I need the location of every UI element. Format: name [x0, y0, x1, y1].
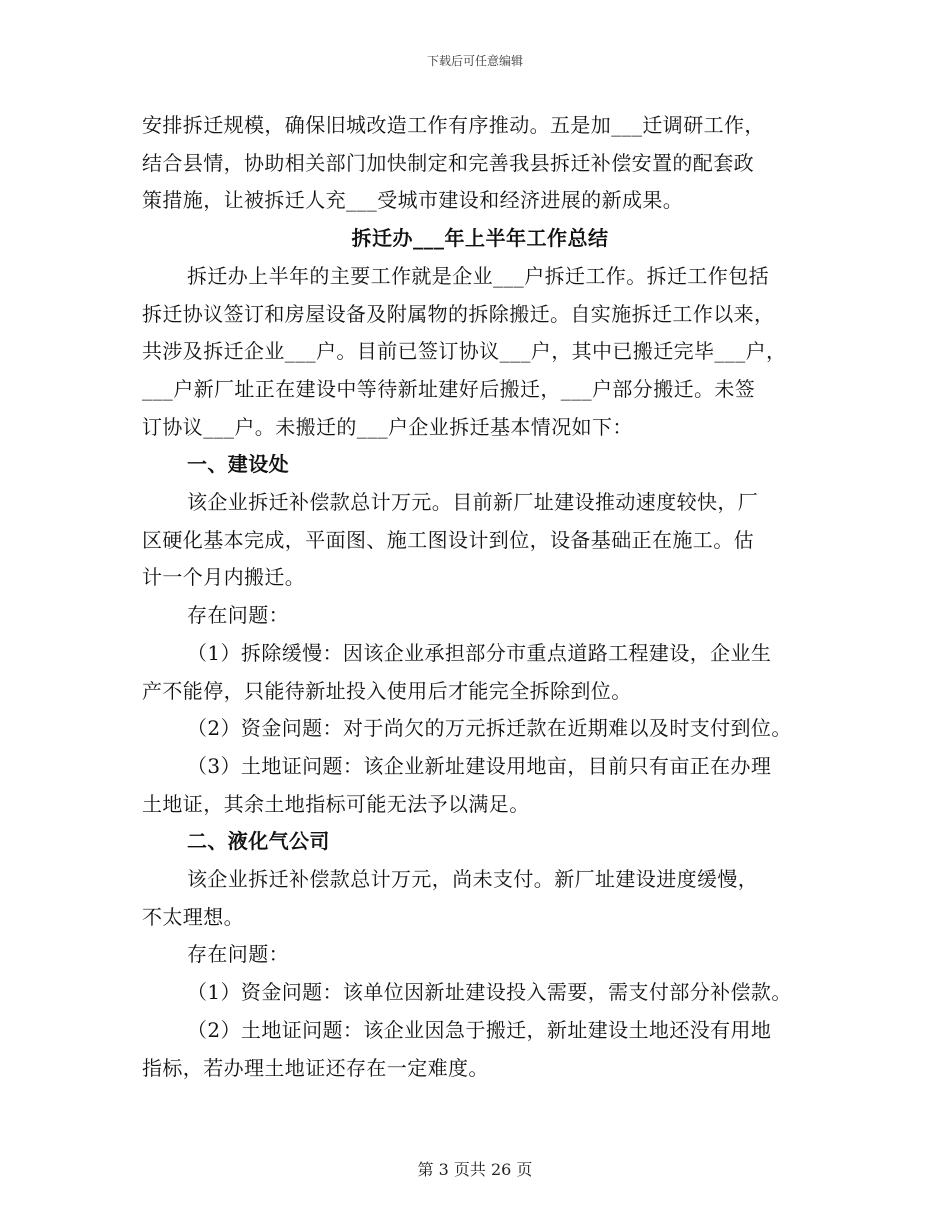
body-line: 不太理想。	[142, 904, 244, 929]
body-line: （1）资金问题：该单位因新址建设投入需要，需支付部分补偿款。	[187, 980, 792, 1005]
body-line: 该企业拆迁补偿款总计万元。目前新厂址建设推动速度较快，厂	[187, 490, 759, 515]
body-line: 订协议___户。未搬迁的___户企业拆迁基本情况如下：	[142, 414, 633, 439]
body-line: 拆迁办上半年的主要工作就是企业___户拆迁工作。拆迁工作包括	[187, 263, 769, 288]
section-title: 拆迁办___年上半年工作总结	[351, 226, 609, 251]
body-line: 安排拆迁规模，确保旧城改造工作有序推动。五是加___迁调研工作，	[142, 113, 765, 137]
page-header: 下载后可任意编辑	[426, 54, 523, 68]
body-line: 区硬化基本完成，平面图、施工图设计到位，设备基础正在施工。估	[142, 527, 754, 552]
subsection-heading: 一、建设处	[187, 452, 289, 477]
body-line: （2）资金问题：对于尚欠的万元拆迁款在近期难以及时支付到位。	[187, 716, 792, 741]
body-line: 产不能停，只能待新址投入使用后才能完全拆除到位。	[142, 678, 632, 703]
body-line: ___户新厂址正在建设中等待新址建好后搬迁，___户部分搬迁。未签	[142, 376, 756, 401]
body-line: 存在问题：	[187, 942, 289, 967]
body-line: 土地证，其余土地指标可能无法予以满足。	[142, 791, 530, 816]
body-line: 该企业拆迁补偿款总计万元，尚未支付。新厂址建设进度缓慢，	[187, 867, 759, 892]
body-line: 存在问题：	[187, 603, 289, 628]
subsection-heading: 二、液化气公司	[187, 829, 330, 854]
body-line: 结合县情，协助相关部门加快制定和完善我县拆迁补偿安置的配套政	[142, 150, 754, 175]
body-line: 策措施，让被拆迁人充___受城市建设和经济进展的新成果。	[142, 188, 684, 213]
body-line: （3）土地证问题：该企业新址建设用地亩，目前只有亩正在办理	[187, 753, 772, 778]
body-line: 指标，若办理土地证还存在一定难度。	[142, 1055, 489, 1080]
body-line: （2）土地证问题：该企业因急于搬迁，新址建设土地还没有用地	[187, 1017, 772, 1042]
document-body	[142, 107, 810, 1087]
page-footer: 第 3 页共 26 页	[417, 1160, 533, 1179]
body-line: 共涉及拆迁企业___户。目前已签订协议___户，其中已搬迁完毕___户，	[142, 339, 787, 364]
body-line: 计一个月内搬迁。	[142, 565, 306, 590]
body-line: 拆迁协议签订和房屋设备及附属物的拆除搬迁。自实施拆迁工作以来，	[142, 301, 775, 326]
body-line: （1）拆除缓慢：因该企业承担部分市重点道路工程建设，企业生	[187, 640, 772, 665]
